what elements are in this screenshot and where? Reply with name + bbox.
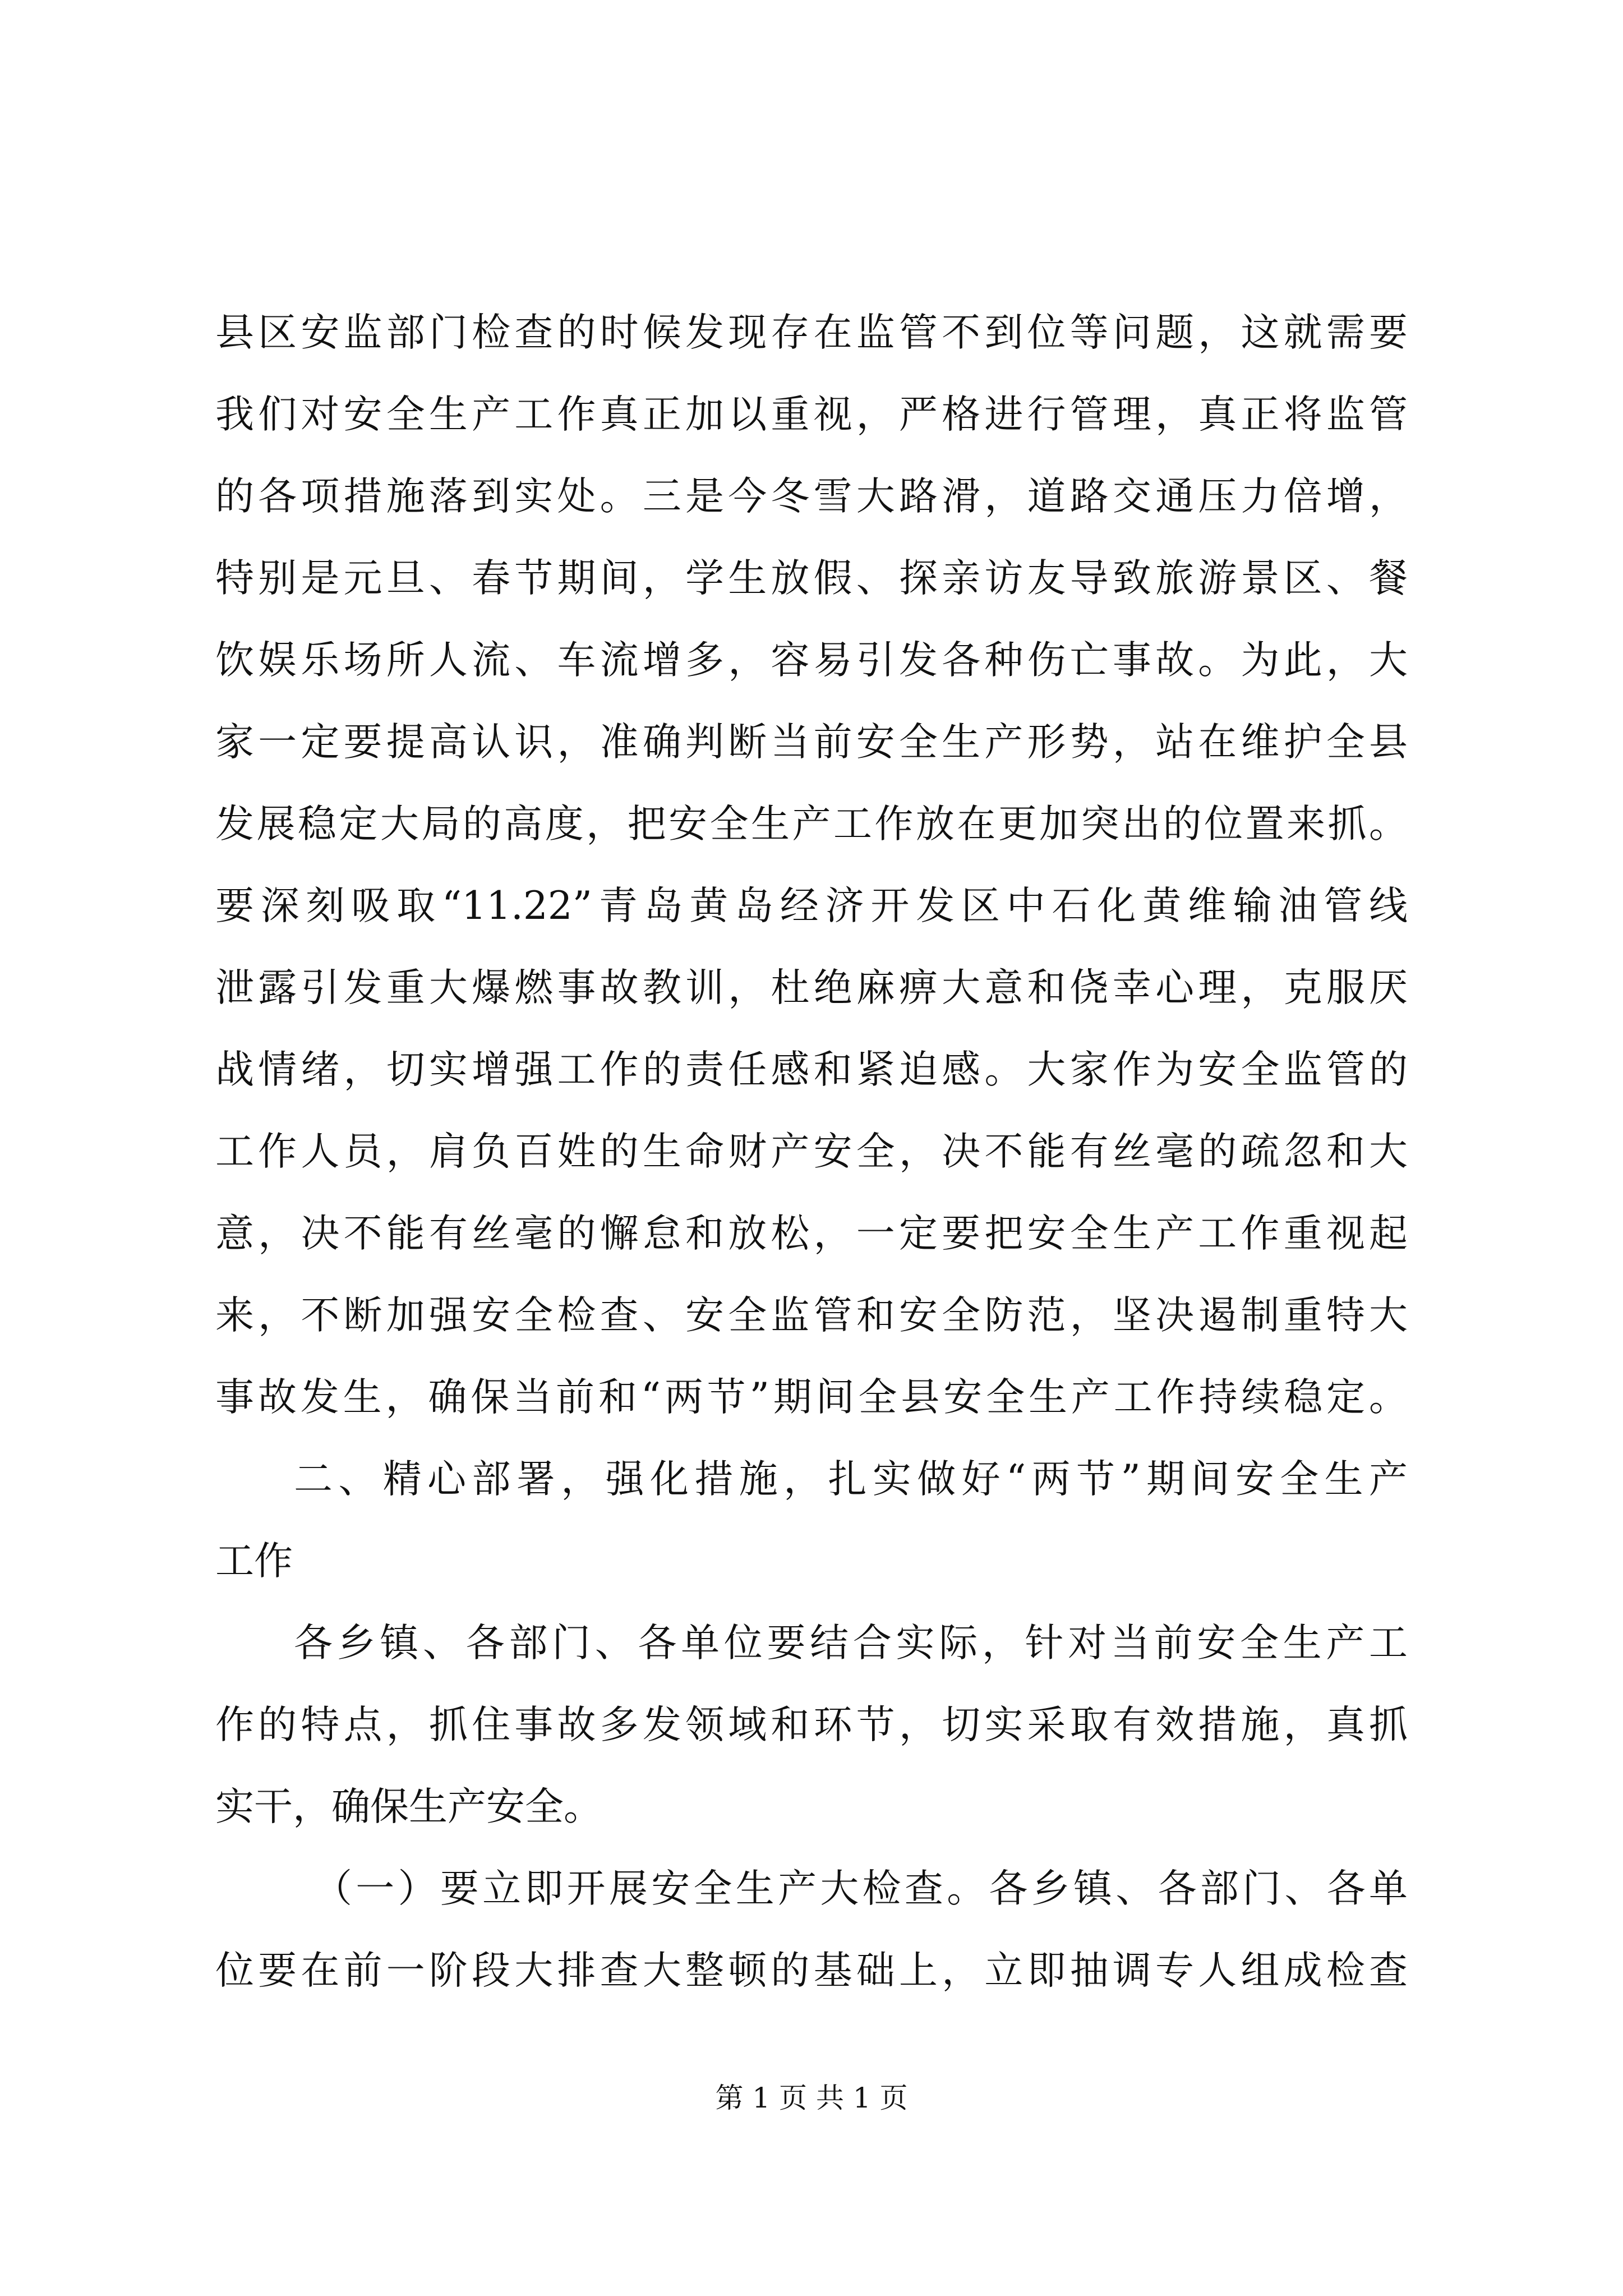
- text-line: 特别是元旦、春节期间，学生放假、探亲访友导致旅游景区、餐: [215, 556, 1408, 601]
- text-line: 饮娱乐场所人流、车流增多，容易引发各种伤亡事故。为此，大: [215, 638, 1408, 683]
- text-line: 工作人员，肩负百姓的生命财产安全，决不能有丝毫的疏忽和大: [215, 1129, 1408, 1174]
- text-line: 位要在前一阶段大排查大整顿的基础上，立即抽调专人组成检查: [215, 1948, 1408, 1993]
- text-line: 县区安监部门检查的时候发现存在监管不到位等问题，这就需要: [215, 310, 1408, 355]
- section-heading: 二、精心部署，强化措施，扎实做好“两节”期间安全生产: [294, 1457, 1408, 1502]
- text-line: 要深刻吸取“11.22”青岛黄岛经济开发区中石化黄维输油管线: [215, 884, 1408, 928]
- text-line: 意，决不能有丝毫的懈怠和放松，一定要把安全生产工作重视起: [215, 1211, 1408, 1256]
- text-line: 来，不断加强安全检查、安全监管和安全防范，坚决遏制重特大: [215, 1293, 1408, 1338]
- subsection-start: （一）要立即开展安全生产大检查。各乡镇、各部门、各单: [313, 1866, 1408, 1911]
- text-line: 泄露引发重大爆燃事故教训，杜绝麻痹大意和侥幸心理，克服厌: [215, 965, 1408, 1010]
- document-body: [215, 292, 1408, 2012]
- text-line: 我们对安全生产工作真正加以重视，严格进行管理，真正将监管: [215, 392, 1408, 437]
- text-line: 作的特点，抓住事故多发领域和环节，切实采取有效措施，真抓: [215, 1703, 1408, 1747]
- paragraph-start: 各乡镇、各部门、各单位要结合实际，针对当前安全生产工: [294, 1621, 1408, 1665]
- text-line: 家一定要提高认识，准确判断当前安全生产形势，站在维护全县: [215, 720, 1408, 765]
- text-line: 战情绪，切实增强工作的责任感和紧迫感。大家作为安全监管的: [215, 1047, 1408, 1092]
- text-line: 的各项措施落到实处。三是今冬雪大路滑，道路交通压力倍增，: [215, 474, 1408, 519]
- paragraph-end: 实干，确保生产安全。: [215, 1784, 602, 1829]
- text-line: 事故发生，确保当前和“两节”期间全县安全生产工作持续稳定。: [215, 1375, 1408, 1420]
- text-line: 发展稳定大局的高度，把安全生产工作放在更加突出的位置来抓。: [215, 802, 1408, 846]
- page-number-footer: 第 1 页 共 1 页: [715, 2082, 908, 2114]
- section-heading-continued: 工作: [215, 1539, 293, 1584]
